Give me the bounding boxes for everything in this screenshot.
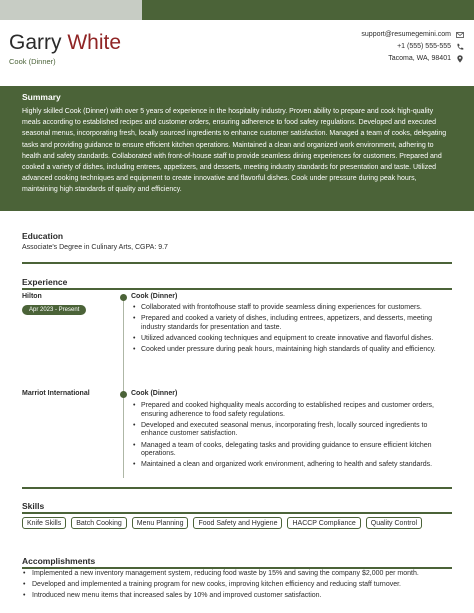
skill-tag: Quality Control: [366, 517, 422, 529]
job-bullet: • Developed and executed seasonal menus, incorporating fresh, locally sourced ingredients to enhance customer satisfaction.: [131, 422, 451, 439]
skills-divider: [22, 512, 452, 514]
accomplishment-item: • Developed and implemented a training program for new cooks, improving kitchen efficiency and reducing staff turnover.: [22, 581, 452, 590]
experience-end-divider: [22, 487, 452, 489]
top-bar-left: [0, 0, 142, 20]
location-pin-icon: [456, 55, 464, 63]
job-bullet: • Managed a team of cooks, delegating tasks and providing guidance to ensure efficient kitchen operations.: [131, 442, 451, 459]
accomplishment-item: • Implemented a new inventory management system, reducing food waste by 15% and saving the company $2,000 per month.: [22, 570, 452, 579]
location-text: Tacoma, WA, 98401: [388, 55, 451, 62]
education-heading: Education: [22, 231, 64, 241]
last-name: White: [67, 31, 122, 54]
resume-header: [0, 20, 474, 76]
skill-tag: Batch Cooking: [71, 517, 127, 529]
job-company: Hilton: [22, 293, 42, 300]
top-bar-right: [142, 0, 474, 20]
timeline-dot: [120, 391, 127, 398]
first-name: Garry: [9, 31, 62, 54]
education-divider: [22, 262, 452, 264]
job-company: Marriot International: [22, 390, 90, 397]
skills-heading: Skills: [22, 501, 45, 511]
job-role: Cook (Dinner): [9, 57, 56, 66]
contact-email[interactable]: [361, 29, 464, 41]
accomplishments-heading: Accomplishments: [22, 556, 96, 566]
timeline-dot: [120, 294, 127, 301]
skill-tag: HACCP Compliance: [287, 517, 360, 529]
phone-icon: [456, 43, 464, 51]
education-line: Associate's Degree in Culinary Arts, CGPA: 9.7: [22, 244, 168, 251]
phone-text: +1 (555) 555-555: [397, 43, 451, 50]
summary-text: Highly skilled Cook (Dinner) with over 5 years of experience in the hospitality industry. Proven ability to prepare and cook high-quality meals according to established recipes and customer orders, ensuring adherence to food safety regulations. Developed and executed seasonal menus, incorporating fresh, locally sourced ingredients to enhance customer satisfaction. Managed a team of cooks, delegating tasks and providing guidance to ensure efficient kitchen operations. Maintained a clean and organized work environment, adhering to health and safety standards. Collaborated with front-of-house staff to provide seamless dining experiences for customers. Prepared and cooked a variety of dishes, including entrees, appetizers, and desserts, meeting industry standards for presentation and taste. Utilized advanced cooking techniques and equipment to create innovative and flavorful dishes. Cook under pressure during peak hours, maintaining high standards of quality and efficiency.: [22, 108, 447, 194]
accomplishments-list: [22, 570, 452, 602]
experience-divider: [22, 288, 452, 290]
summary-section: [0, 86, 474, 211]
job-title: Cook (Dinner): [131, 293, 178, 300]
skills-list: [22, 517, 452, 529]
timeline-line: [123, 296, 124, 478]
job-title: Cook (Dinner): [131, 390, 178, 397]
job-bullet: • Collaborated with frontofhouse staff to provide seamless dining experiences for customers.: [131, 304, 451, 313]
skill-tag: Menu Planning: [132, 517, 189, 529]
experience-heading: Experience: [22, 277, 68, 287]
summary-heading: Summary: [22, 92, 61, 102]
contact-location: [361, 53, 464, 65]
job-bullet: • Prepared and cooked a variety of dishes, including entrees, appetizers, and desserts, meeting industry standards for presentation and taste.: [131, 315, 451, 332]
skill-tag: Food Safety and Hygiene: [193, 517, 282, 529]
job-bullets: [131, 304, 451, 357]
job-bullet: • Cooked under pressure during peak hours, maintaining high standards of quality and efficiency.: [131, 346, 451, 355]
job-bullet: • Utilized advanced cooking techniques and equipment to create innovative and flavorful dishes.: [131, 335, 451, 344]
accomplishment-item: • Introduced new menu items that increased sales by 10% and improved customer satisfaction.: [22, 592, 452, 601]
job-bullet: • Maintained a clean and organized work environment, adhering to health and safety standards.: [131, 461, 451, 470]
skill-tag: Knife Skills: [22, 517, 66, 529]
accomplishments-divider: [22, 567, 452, 569]
job-bullets: [131, 402, 451, 473]
email-text: support@resumegemini.com: [361, 31, 451, 38]
candidate-name: [9, 31, 121, 55]
envelope-icon: [456, 31, 464, 39]
job-dates-badge: Apr 2023 - Present: [22, 305, 86, 315]
job-bullet: • Prepared and cooked highquality meals according to established recipes and customer orders, ensuring adherence to food safety regulations.: [131, 402, 451, 419]
contact-phone[interactable]: [361, 41, 464, 53]
contact-block: [361, 29, 464, 65]
